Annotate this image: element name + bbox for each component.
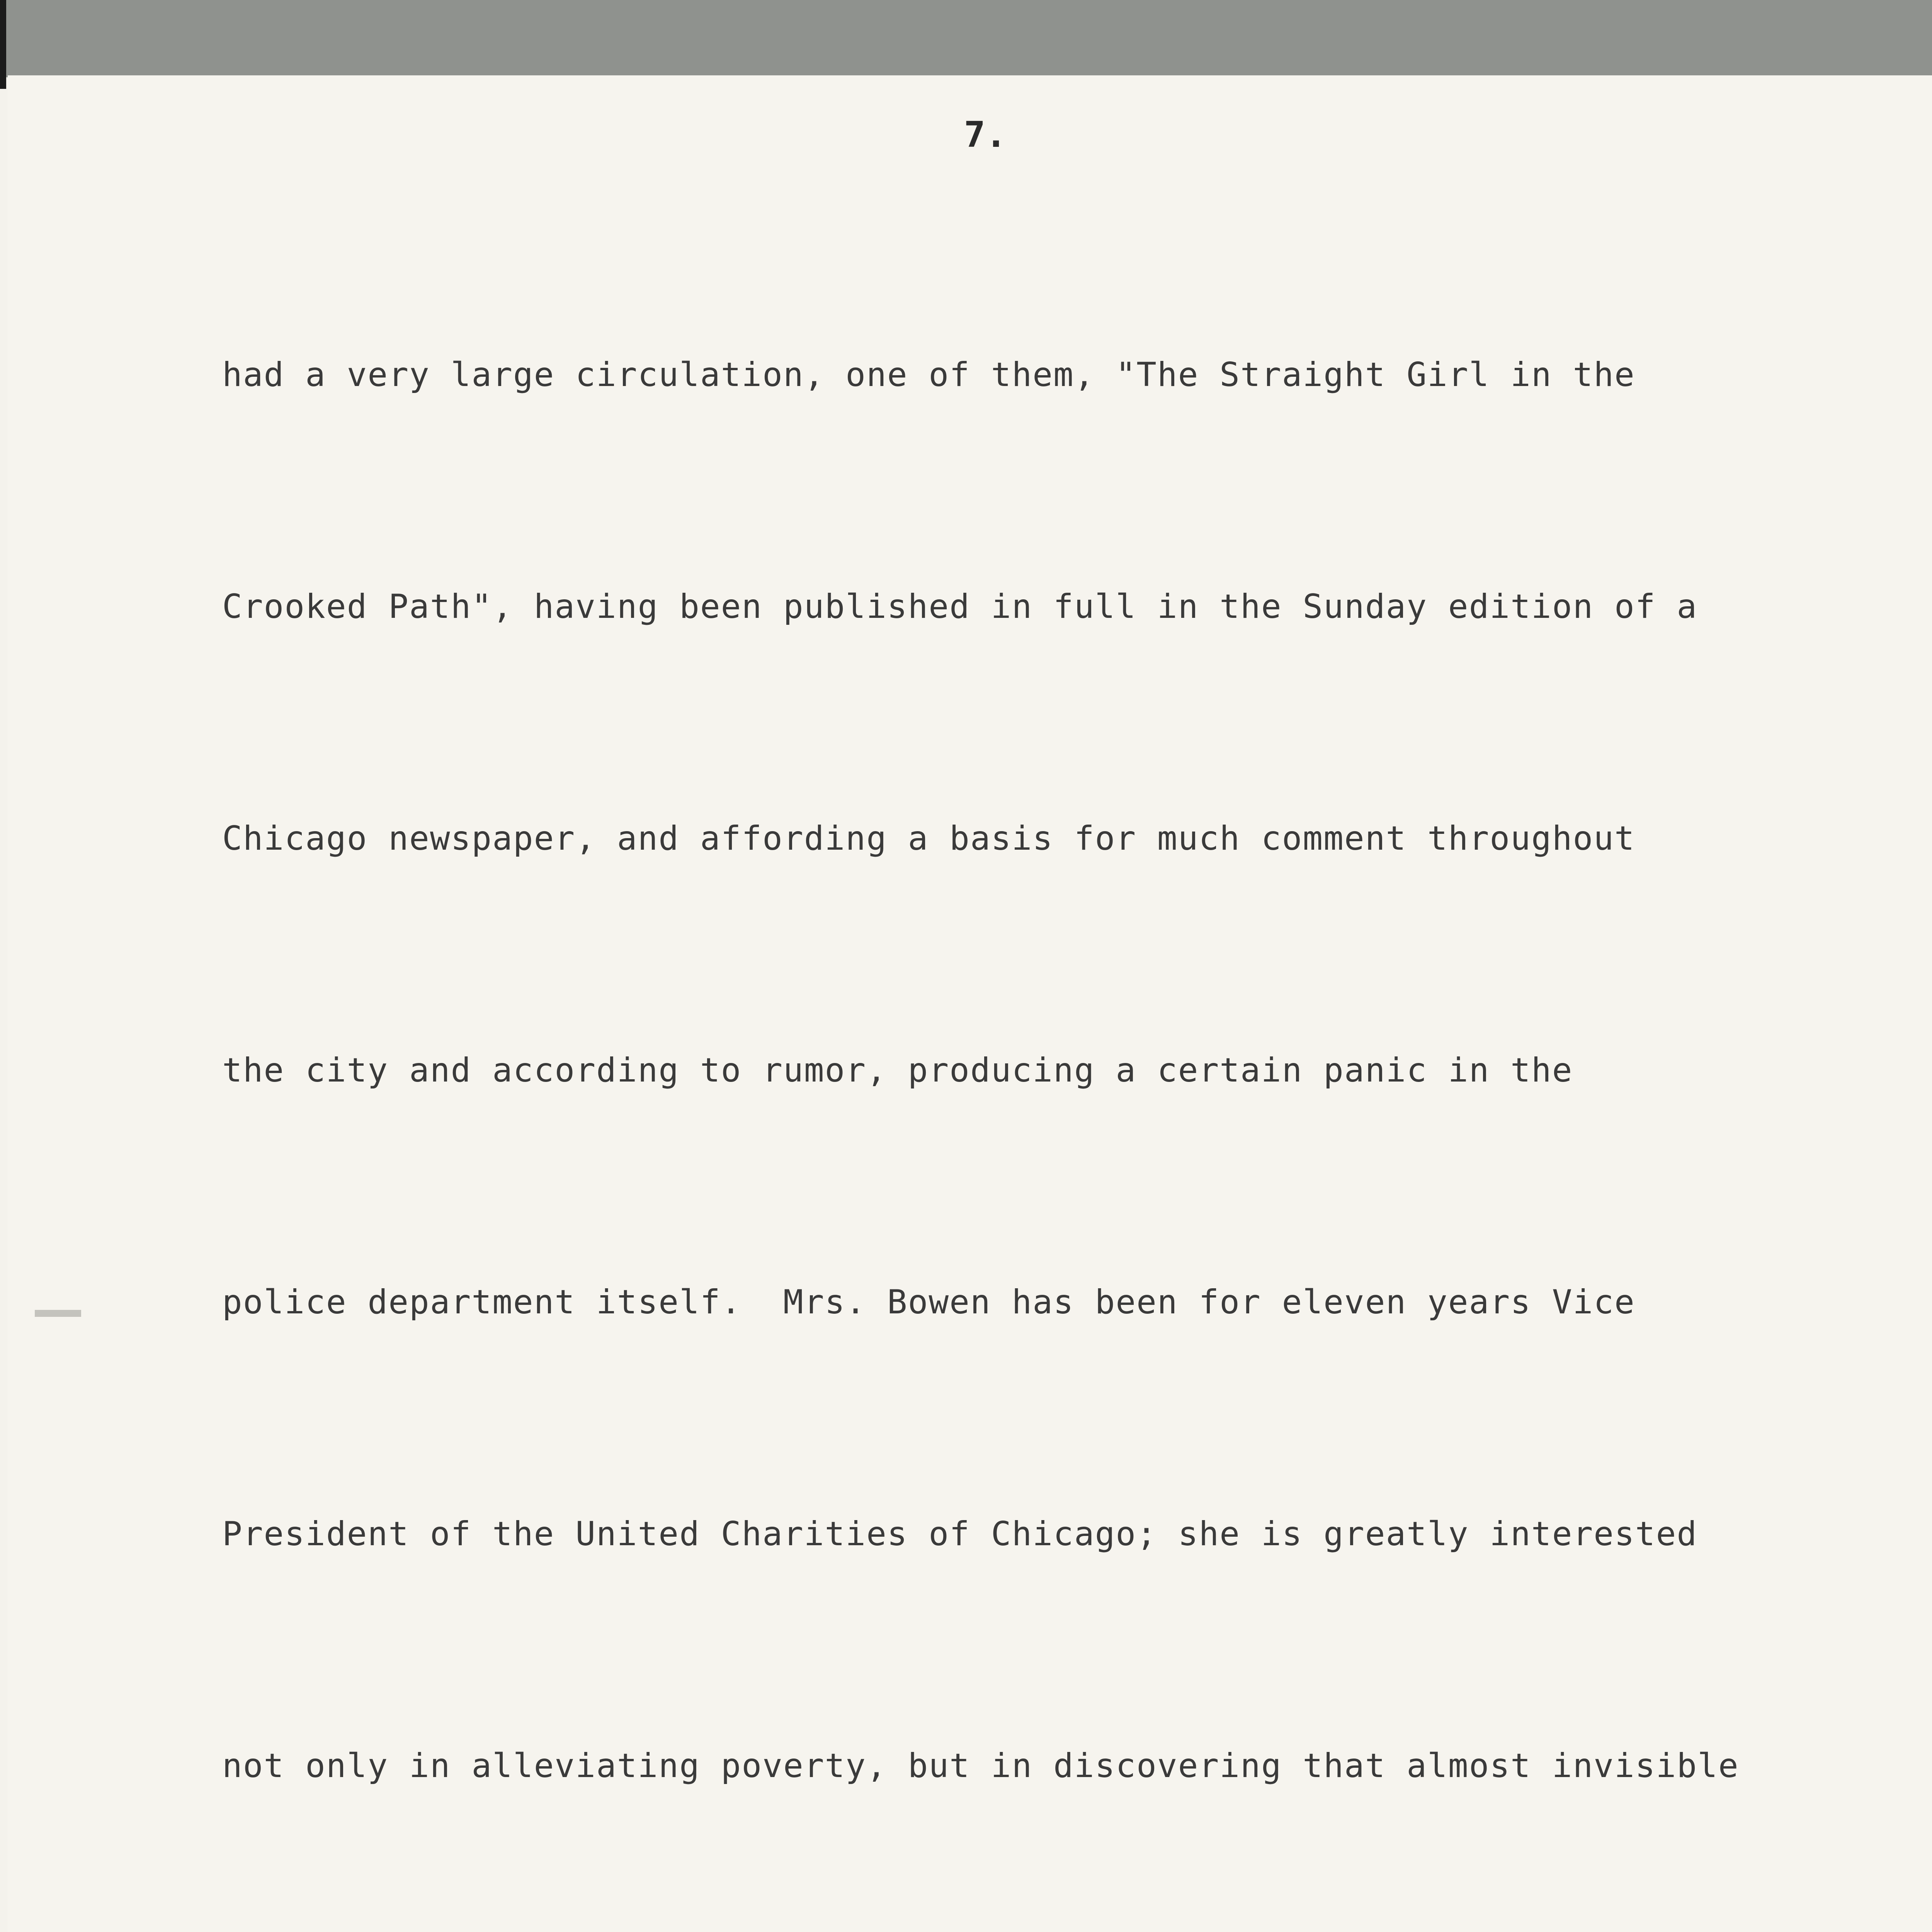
text-line: police department itself. Mrs. Bowen has been for eleven years Vice bbox=[222, 1283, 1635, 1321]
text-line: the city and according to rumor, producing a certain panic in the bbox=[222, 1051, 1573, 1090]
left-margin-smudge bbox=[35, 1310, 81, 1317]
text-line: President of the United Charities of Chicago; she is greatly interested bbox=[222, 1515, 1698, 1553]
text-line: not only in alleviating poverty, but in discovering that almost invisible bbox=[222, 1747, 1739, 1785]
page-number: 7. bbox=[964, 114, 1007, 155]
text-line: Chicago newspaper, and affording a basis for much comment throughout bbox=[222, 819, 1635, 858]
scan-left-edge bbox=[0, 0, 6, 89]
typed-text-body bbox=[222, 182, 1932, 1932]
text-line: Crooked Path", having been published in full in the Sunday edition of a bbox=[222, 587, 1698, 626]
text-line: had a very large circulation, one of them, "The Straight Girl in the bbox=[222, 355, 1635, 394]
scan-top-border bbox=[0, 0, 1932, 77]
